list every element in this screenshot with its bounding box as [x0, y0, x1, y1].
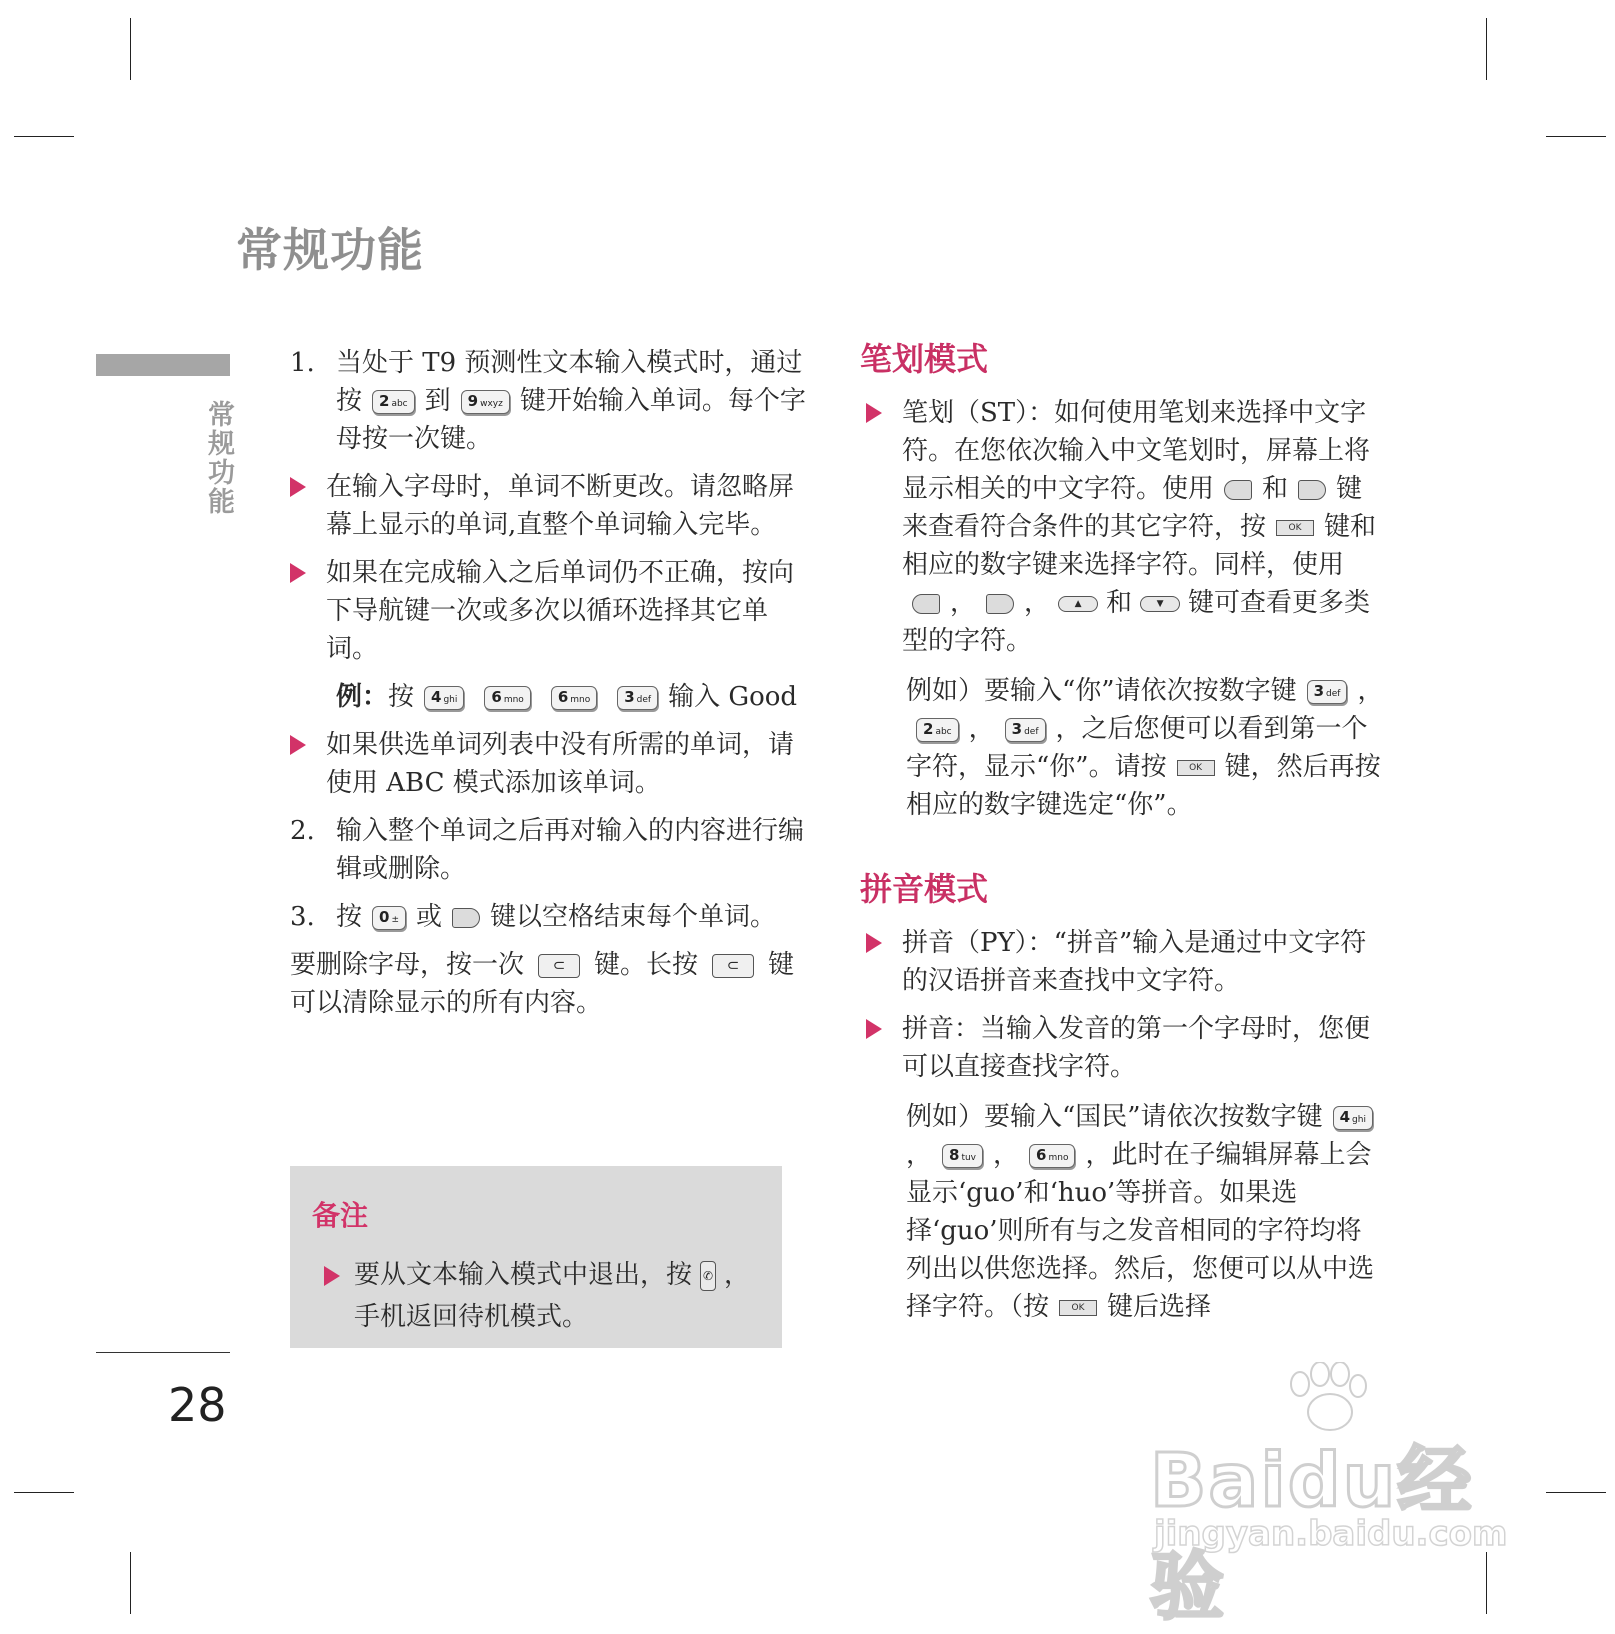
- bullet-arrow-icon: [324, 1266, 340, 1286]
- example-text: 输入 Good: [668, 682, 798, 712]
- keypad-6-icon: 6 mno: [551, 686, 597, 710]
- nav-right-key-icon: [986, 594, 1014, 614]
- bullet-item: [290, 726, 810, 802]
- page-number: 28: [168, 1378, 227, 1432]
- bullet-text: 拼音（PY）：“拼音”输入是通过中文字符的汉语拼音来查找中文字符。: [902, 928, 1367, 996]
- nav-up-key-icon: ▲: [1058, 596, 1098, 612]
- crop-mark: [14, 1492, 74, 1493]
- end-key-icon: ✆: [700, 1261, 716, 1291]
- bullet-arrow-icon: [866, 933, 882, 953]
- baidu-watermark: [1150, 1410, 1530, 1630]
- crop-mark: [1546, 136, 1606, 137]
- keypad-2-icon: 2 abc: [372, 390, 415, 414]
- bullet-arrow-icon: [866, 403, 882, 423]
- note-body: 要从文本输入模式中退出，按 ✆ ，手机返回待机模式。: [324, 1254, 764, 1338]
- bullet-item: [290, 468, 810, 544]
- page-number-rule: [96, 1352, 230, 1353]
- step-text: 当处于 T9 预测性文本输入模式时，通过按: [336, 348, 803, 416]
- step-text: 键开始输入单词。每个字母按一次键。: [336, 386, 806, 454]
- crop-mark: [14, 136, 74, 137]
- pinyin-example: 例如）要输入“国民”请依次按数字键 4 ghi， 8 tuv ， 6 mno ，此时在子编辑屏幕上会显示‘guo’和‘huo’等拼音。如果选择‘guo’则所有与之发音相同的字符均将列出以供您选择。然后，您便可以从中选择字符。（按 OK 键后选择: [906, 1102, 1375, 1322]
- step-3: 3. 按 0 ± 或 键以空格结束每个单词。: [290, 898, 810, 936]
- bullet-text: 如果在完成输入之后单词仍不正确，按向下导航键一次或多次以循环选择其它单词。: [326, 558, 795, 664]
- nav-down-key-icon: ▼: [1140, 596, 1180, 612]
- example-label: 例：: [336, 682, 389, 712]
- keypad-8-icon: 8 tuv: [942, 1144, 983, 1168]
- keypad-4-icon: 4 ghi: [424, 686, 464, 710]
- side-label: 常规功能: [203, 400, 234, 516]
- ok-key-icon: OK: [1177, 760, 1215, 776]
- note-box: [290, 1166, 782, 1348]
- right-column: [860, 340, 1386, 1336]
- keypad-0-icon: 0 ±: [372, 906, 406, 930]
- left-column: [290, 344, 810, 1032]
- bullet-item: [290, 554, 810, 668]
- bullet-item: [866, 1010, 1386, 1086]
- ok-key-icon: OK: [1059, 1300, 1097, 1316]
- bullet-arrow-icon: [290, 477, 306, 497]
- watermark-url: jingyan.baidu.com: [1154, 1514, 1508, 1554]
- watermark-brand: Baidu经验: [1150, 1438, 1474, 1630]
- bullet-text: 如果供选单词列表中没有所需的单词，请使用 ABC 模式添加该单词。: [326, 730, 795, 798]
- keypad-3-icon: 3 def: [617, 686, 658, 710]
- step-number: 2.: [290, 816, 315, 846]
- section-title-pinyin: 拼音模式: [860, 870, 989, 908]
- nav-left-key-icon: [912, 594, 940, 614]
- clear-key-icon: ⊂: [712, 954, 754, 978]
- example-good: 例：按 4 ghi 6 mno 6 mno 3 def 输入 Good: [336, 682, 798, 712]
- step-number: 1.: [290, 348, 315, 378]
- keypad-3-icon: 3 def: [1005, 718, 1046, 742]
- step-2: [290, 812, 810, 888]
- step-text: 到: [424, 386, 451, 416]
- bullet-arrow-icon: [290, 735, 306, 755]
- page-heading: 常规功能: [236, 223, 424, 277]
- bullet-text: 拼音：当输入发音的第一个字母时，您便可以直接查找字符。: [902, 1014, 1371, 1082]
- delete-instructions: 要删除字母，按一次 ⊂ 键。长按 ⊂ 键可以清除显示的所有内容。: [290, 950, 795, 1018]
- bullet-text: 在输入字母时，单词不断更改。请忽略屏幕上显示的单词,直整个单词输入完毕。: [326, 472, 795, 540]
- nav-right-key-icon: [452, 908, 480, 928]
- nav-right-key-icon: [1298, 480, 1326, 500]
- step-1: [290, 344, 810, 458]
- keypad-2-icon: 2 abc: [916, 718, 959, 742]
- keypad-6-icon: 6 mno: [484, 686, 530, 710]
- step-text: 输入整个单词之后再对输入的内容进行编辑或删除。: [336, 816, 805, 884]
- crop-mark: [130, 18, 131, 80]
- keypad-9-icon: 9 wxyz: [461, 390, 510, 414]
- crop-mark: [130, 1552, 131, 1614]
- ok-key-icon: OK: [1276, 520, 1314, 536]
- bullet-arrow-icon: [866, 1019, 882, 1039]
- keypad-3-icon: 3 def: [1307, 680, 1348, 704]
- section-title-stroke: 笔划模式: [860, 340, 989, 378]
- keypad-6-icon: 6 mno: [1029, 1144, 1075, 1168]
- step-number: 3.: [290, 902, 315, 932]
- bullet-arrow-icon: [290, 563, 306, 583]
- side-tab-bar: [96, 354, 230, 376]
- stroke-example: 例如）要输入“你”请依次按数字键 3 def ，2 abc ， 3 def ，之后您便可以看到第一个字符，显示“你”。请按 OK 键，然后再按相应的数字键选定“你”。: [906, 676, 1384, 820]
- keypad-4-icon: 4 ghi: [1333, 1106, 1373, 1130]
- nav-left-key-icon: [1224, 480, 1252, 500]
- crop-mark: [1486, 18, 1487, 80]
- crop-mark: [1546, 1492, 1606, 1493]
- clear-key-icon: ⊂: [538, 954, 580, 978]
- bullet-item: 笔划（ST）：如何使用笔划来选择中文字符。在您依次输入中文笔划时，屏幕上将显示相关的中文字符。使用 和 键来查看符合条件的其它字符，按 OK 键和相应的数字键来选择字符。同样，使用， ， ▲ 和 ▼ 键可查看更多类型的字符。: [866, 394, 1386, 660]
- note-title: 备注: [312, 1199, 369, 1232]
- bullet-item: [866, 924, 1386, 1000]
